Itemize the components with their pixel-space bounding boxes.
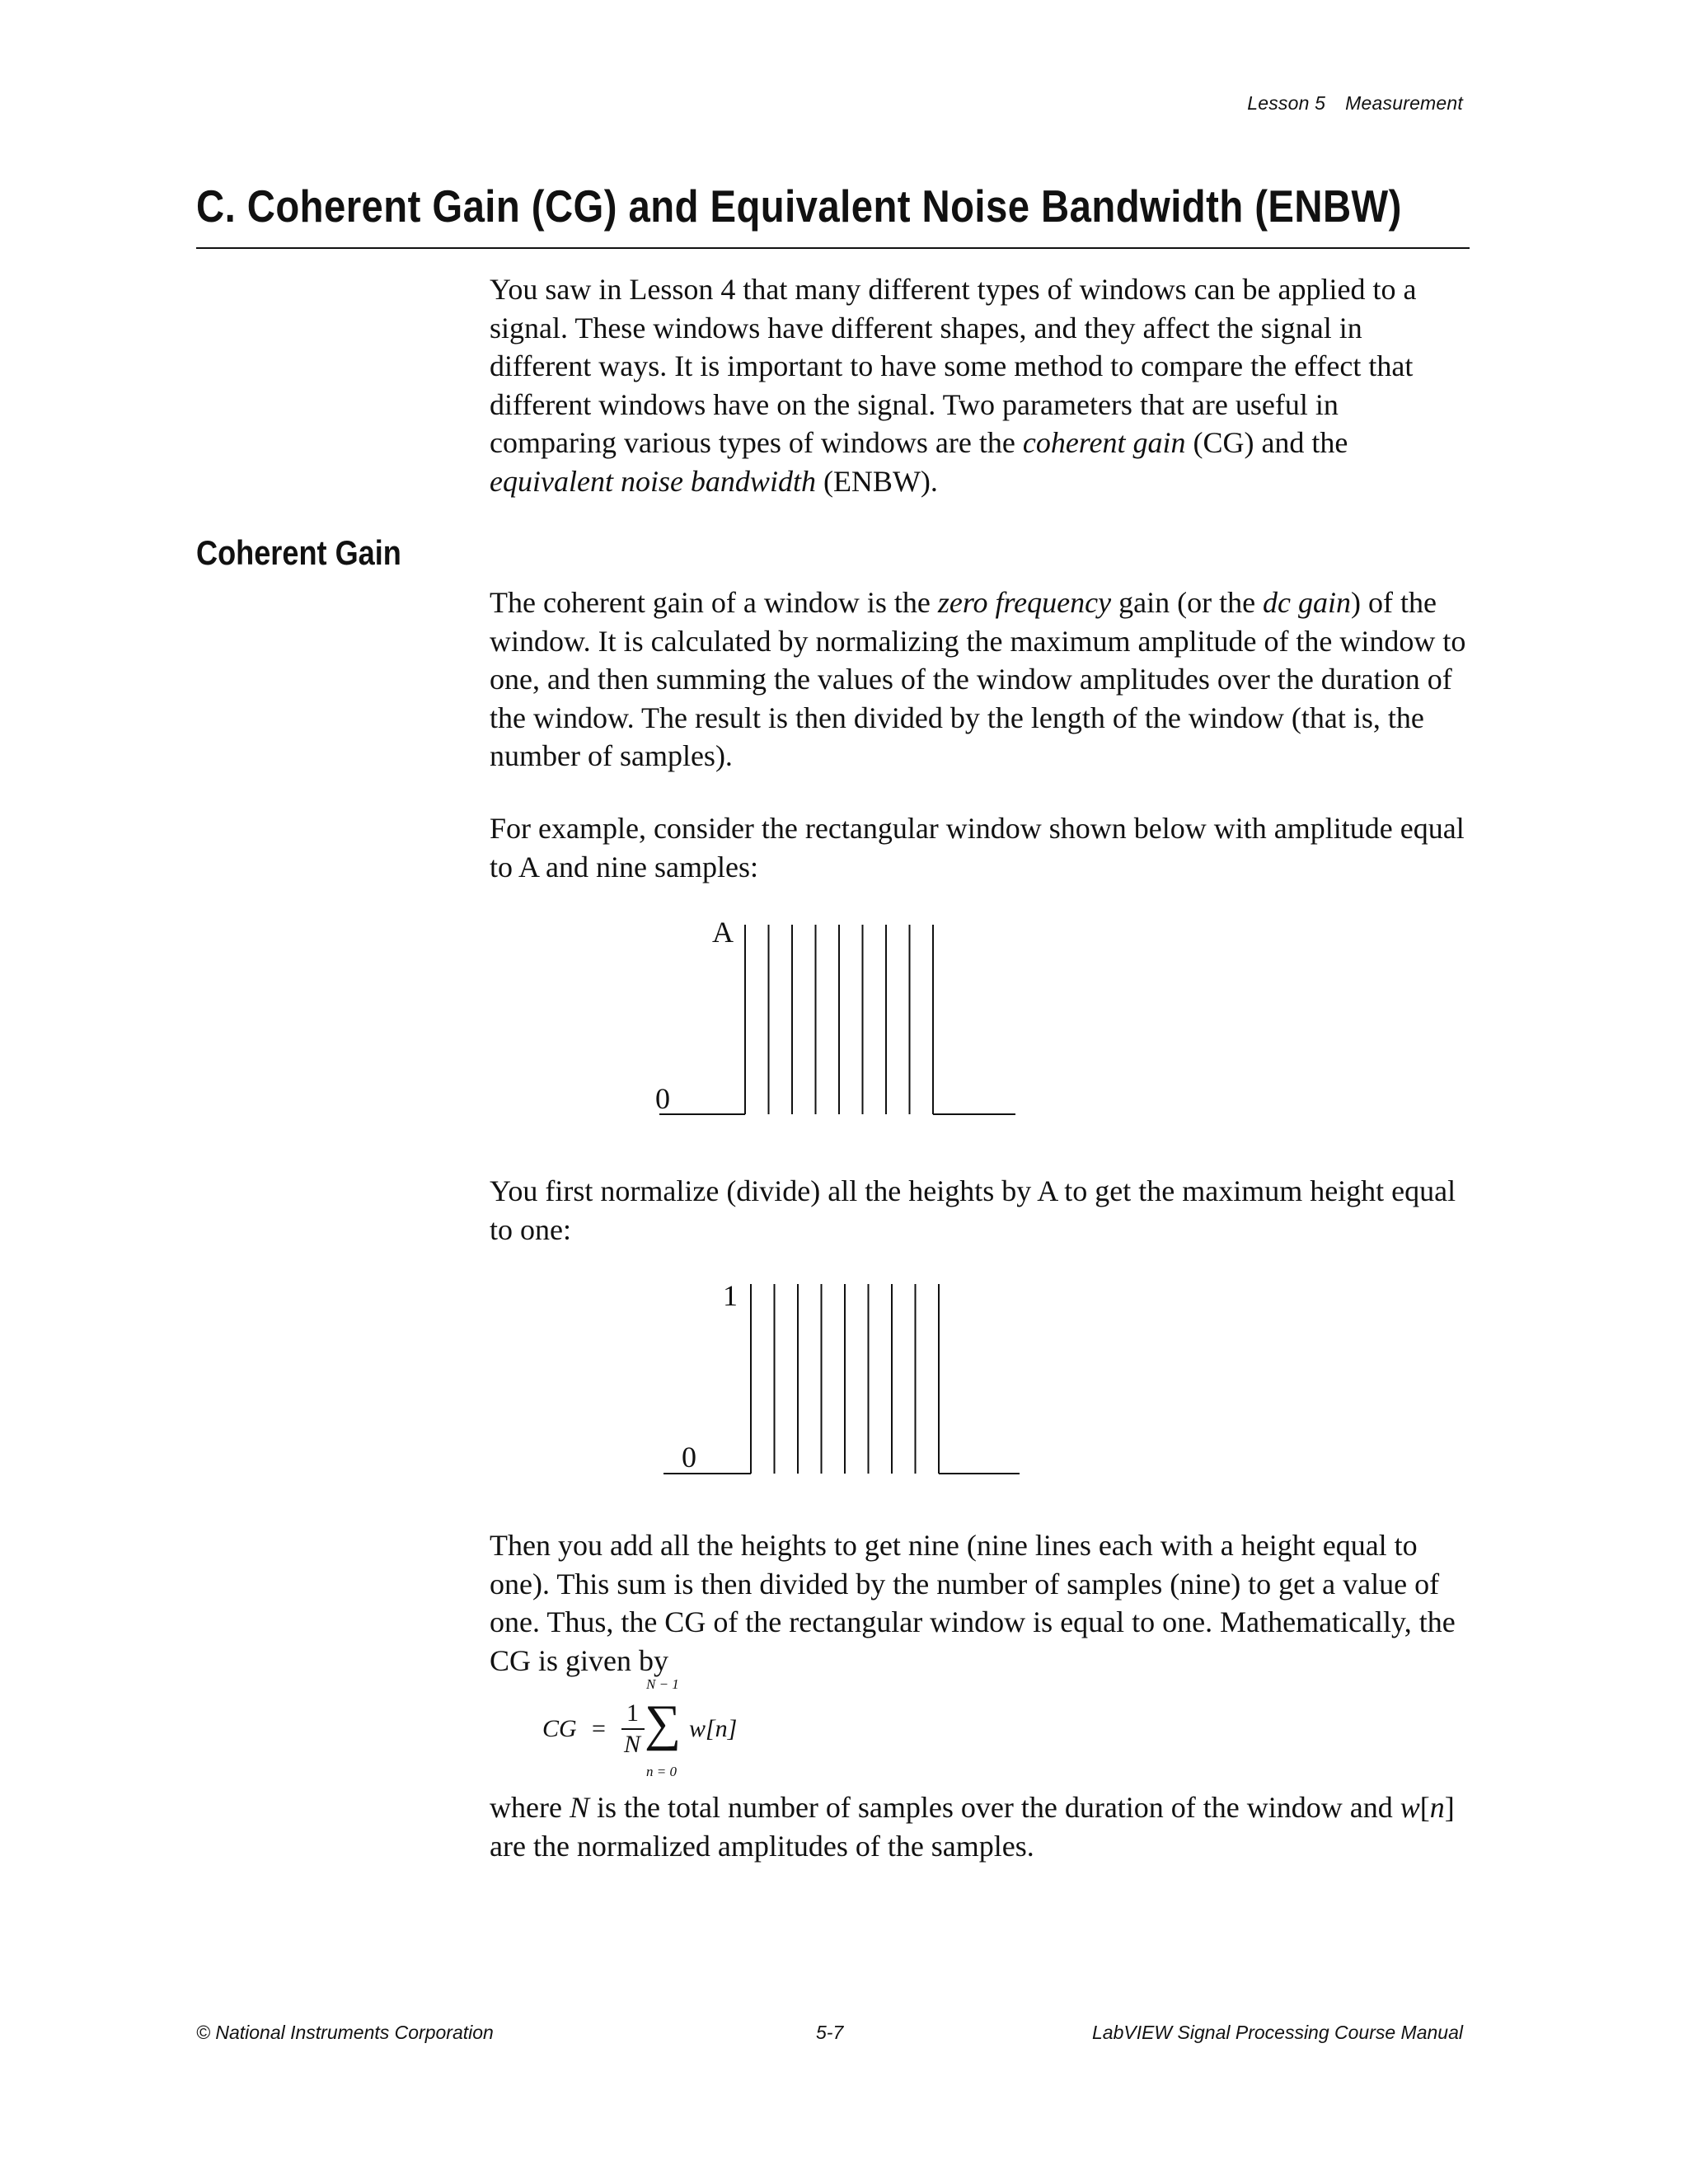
intro-text-2: (CG) and the	[1185, 426, 1348, 459]
cg-text-2: gain (or the	[1111, 586, 1264, 619]
footer-page-number: 5-7	[816, 2022, 844, 2043]
where-var-n: N	[569, 1791, 589, 1824]
where-var-w: w	[1400, 1791, 1420, 1824]
normalize-paragraph: You first normalize (divide) all the heights by A to get the maximum height equal to one:	[490, 1174, 1456, 1246]
intro-text-1: You saw in Lesson 4 that many different types of windows can be applied to a signal. These windows have different shapes, and they affect the signal in different ways. It is important to have some method to compare the effect that different windows have on the signal. Two parameters that are useful in comparing various types of windows are the	[490, 273, 1417, 459]
where-text-2: is the total number of samples over the duration of the window and	[588, 1791, 1400, 1824]
fig1-bottom-label: 0	[655, 1082, 670, 1115]
fig1-top-label: A	[712, 916, 734, 949]
eq-sigma: ∑	[645, 1695, 682, 1751]
fig2-bottom-label: 0	[682, 1441, 696, 1474]
header-lesson: Lesson 5	[1247, 92, 1326, 114]
eq-numerator: 1	[626, 1699, 639, 1727]
where-text-1: where	[490, 1791, 570, 1824]
example-paragraph: For example, consider the rectangular window shown below with amplitude equal to A and nine samples:	[490, 812, 1465, 883]
sum-paragraph: Then you add all the heights to get nine (nine lines each with a height equal to one). This sum is then divided by the number of samples (nine) to get a value of one. Thus, the CG of the rectangular window is equal to one. Mathematically, the CG is given by	[490, 1529, 1456, 1677]
running-header	[1154, 92, 1463, 115]
intro-text-3: (ENBW).	[815, 464, 938, 498]
title-rule	[196, 247, 1470, 249]
footer-copyright: © National Instruments Corporation	[196, 2022, 494, 2043]
cg-text-1: The coherent gain of a window is the	[490, 586, 938, 619]
cg-term-dc-gain: dc gain	[1263, 586, 1352, 619]
fig2-top-label: 1	[723, 1279, 738, 1312]
footer-manual-title: LabVIEW Signal Processing Course Manual	[1091, 2022, 1463, 2043]
section-title: C. Coherent Gain (CG) and Equivalent Noise Bandwidth (ENBW)	[196, 180, 1402, 232]
eq-upper-limit: N − 1	[646, 1676, 679, 1692]
eq-equals: =	[592, 1715, 606, 1742]
intro-paragraph	[490, 270, 1470, 500]
eq-lower-limit: n = 0	[646, 1764, 677, 1779]
cg-term-zero-frequency: zero frequency	[937, 586, 1112, 619]
where-text-3: ] are the normalized amplitudes of the samples.	[490, 1791, 1455, 1863]
eq-denominator: N	[624, 1731, 641, 1758]
eq-fraction-bar	[621, 1728, 645, 1730]
figure-normalized-window	[647, 1276, 1034, 1490]
where-var-index: n	[1429, 1791, 1445, 1824]
eq-lhs: CG	[542, 1715, 577, 1742]
header-topic: Measurement	[1345, 92, 1463, 114]
intro-term-coherent-gain: coherent gain	[1022, 426, 1186, 459]
where-paragraph	[490, 1788, 1470, 1865]
where-bracket-open: [	[1419, 1791, 1430, 1824]
subsection-heading: Coherent Gain	[196, 533, 401, 572]
cg-equation	[536, 1676, 865, 1780]
eq-term: w[n]	[689, 1715, 738, 1742]
cg-definition-paragraph	[490, 583, 1470, 776]
cg-text-3: ) of the window. It is calculated by normalizing the maximum amplitude of the window to one, and then summing the values of the window amplitudes over the duration of the window. The result is then divided by the length of the window (that is, the number of samples).	[490, 586, 1466, 772]
figure-rectangular-window-a	[643, 916, 1030, 1133]
intro-term-enbw: equivalent noise bandwidth	[490, 464, 816, 498]
